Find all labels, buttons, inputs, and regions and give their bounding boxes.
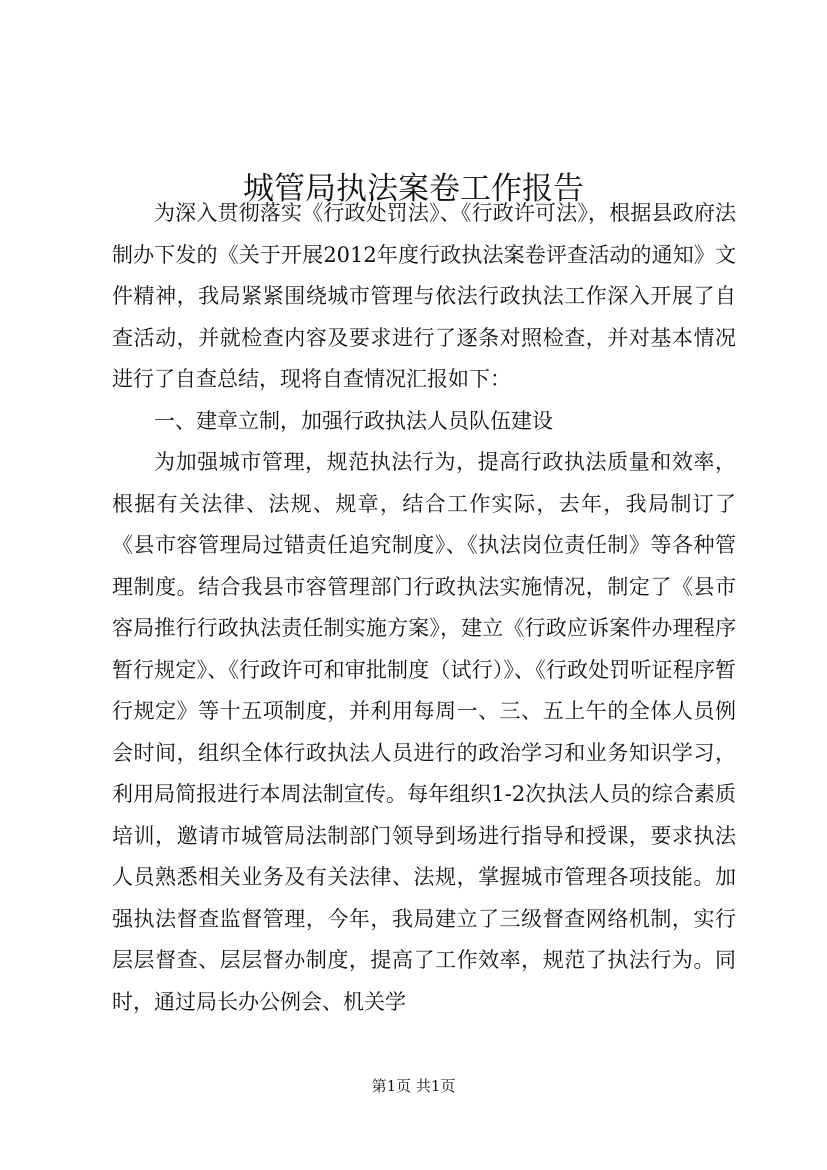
section-heading-1: 一、建章立制，加强行政执法人员队伍建设: [154, 408, 553, 433]
document-body: [112, 193, 736, 1023]
section-paragraph-1: 为加强城市管理，规范执法行为，提高行政执法质量和效率，根据有关法律、法规、规章，结合工作实际，去年，我局制订了《县市容管理局过错责任追究制度》、《执法岗位责任制》等各种管理制度。结合我县市容管理部门行政执法实施情况，制定了《县市容局推行行政执法责任制实施方案》，建立《行政应诉案件办理程序暂行规定》、《行政许可和审批制度（试行）》、《行政处罚听证程序暂行规定》等十五项制度，并利用每周一、三、五上午的全体人员例会时间，组织全体行政执法人员进行的政治学习和业务知识学习，利用局简报进行本周法制宣传。每年组织1-2次执法人员的综合素质培训，邀请市城管局法制部门领导到场进行指导和授课，要求执法人员熟悉相关业务及有关法律、法规，掌握城市管理各项技能。加强执法督查监督管理，今年，我局建立了三级督查网络机制，实行层层督查、层层督办制度，提高了工作效率，规范了执法行为。同时，通过局长办公例会、机关学: [112, 450, 736, 1014]
intro-paragraph: 为深入贯彻落实《行政处罚法》、《行政许可法》，根据县政府法制办下发的《关于开展2012年度行政执法案卷评查活动的通知》文件精神，我局紧紧围绕城市管理与依法行政执法工作深入开展了自查活动，并就检查内容及要求进行了逐条对照检查，并对基本情况进行了自查总结，现将自查情况汇报如下：: [112, 201, 736, 391]
page-footer: 第1页 共1页: [371, 1077, 456, 1095]
document-title: 城管局执法案卷工作报告: [243, 170, 584, 207]
